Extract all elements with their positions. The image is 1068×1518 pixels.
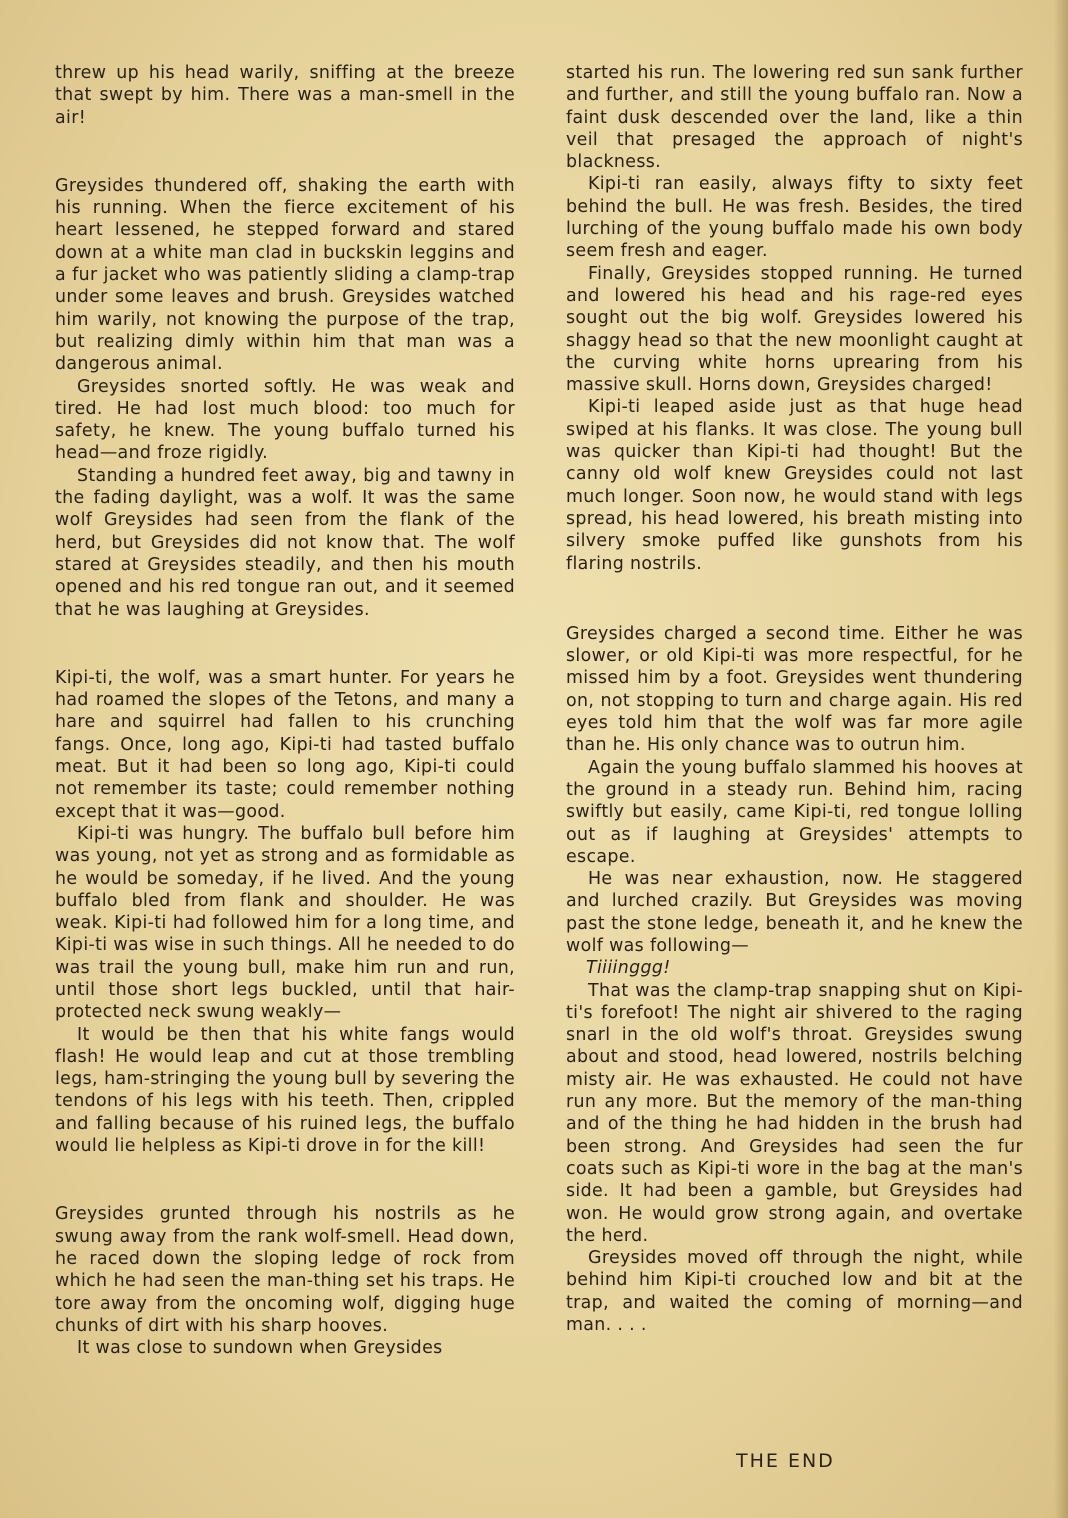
- paragraph: Again the young buffalo slammed his hooves at the ground in a steady run. Behind him, racing swiftly but easily, came Kipi-ti, red tongue lolling out as if laughing at Greysides' attempts to escape.: [566, 757, 1023, 867]
- paragraph: started his run. The lowering red sun sank further and further, and still the young buffalo ran. Now a faint dusk descended over the land, like a thin veil that presaged the approach of night's blackness.: [566, 63, 1023, 173]
- paragraph: Kipi-ti was hungry. The buffalo bull before him was young, not yet as strong and as formidable as he would be someday, if he lived. And the young buffalo bled from flank and shoulder. He was weak. Kipi-ti had followed him for a long time, and Kipi-ti was wise in such things. All he needed to do was trail the young bull, make him run and run, until those short legs buckled, until that hair-protected neck swung weakly—: [55, 823, 515, 1023]
- paragraph: He was near exhaustion, now. He staggered and lurched crazily. But Greysides was moving past the stone ledge, beneath it, and he knew the wolf was following—: [566, 869, 1023, 956]
- right-text-column: [566, 62, 1023, 1336]
- the-end-label: THE END: [736, 1450, 835, 1472]
- paragraph: Greysides charged a second time. Either he was slower, or old Kipi-ti was more respectful, for he missed him by a foot. Greysides went thundering on, not stopping to turn and charge again. His red eyes told him that the wolf was far more agile than he. His only chance was to outrun him.: [566, 623, 1023, 756]
- page-edge-shadow: [1054, 0, 1068, 1518]
- paragraph: Greysides moved off through the night, while behind him Kipi-ti crouched low and bit at the trap, and waited the coming of morning—and man. . . .: [566, 1248, 1023, 1336]
- paragraph: That was the clamp-trap snapping shut on Kipi-ti's forefoot! The night air shivered to the raging snarl in the old wolf's throat. Greysides swung about and stood, head lowered, nostrils belching misty air. He was exhausted. He could not have run any more. But the memory of the man-thing and of the thing he had hidden in the brush had been strong. And Greysides had seen the fur coats such as Kipi-ti wore in the bag at the man's side. It had been a gamble, but Greysides had won. He would grow strong again, and overtake the herd.: [566, 980, 1023, 1246]
- paragraph: threw up his head warily, sniffing at the breeze that swept by him. There was a man-smell in the air!: [55, 63, 515, 128]
- paragraph: Kipi-ti ran easily, always fifty to sixty feet behind the bull. He was fresh. Besides, the tired lurching of the young buffalo made his own body seem fresh and eager.: [566, 174, 1023, 262]
- paragraph: Kipi-ti, the wolf, was a smart hunter. For years he had roamed the slopes of the Tetons, and many a hare and squirrel had fallen to his crunching fangs. Once, long ago, Kipi-ti had tasted buffalo meat. But it had been so long ago, Kipi-ti could not remember its taste; could remember nothing except that it was—good.: [55, 667, 515, 822]
- sound-effect: Tiiiinggg!: [586, 958, 671, 979]
- paragraph: Kipi-ti leaped aside just as that huge head swiped at his flanks. It was close. The young bull was quicker than Kipi-ti had thought! But the canny old wolf knew Greysides could not last much longer. Soon now, he would stand with legs spread, his head lowered, his breath misting into silvery smoke puffed like gunshots from his flaring nostrils.: [566, 397, 1023, 574]
- paragraph: Finally, Greysides stopped running. He turned and lowered his head and his rage-red eyes sought out the big wolf. Greysides lowered his shaggy head so that the new moonlight caught at the curving white horns uprearing from his massive skull. Horns down, Greysides charged!: [566, 263, 1023, 396]
- paragraph: Greysides thundered off, shaking the earth with his running. When the fierce excitement of his heart lessened, he stepped forward and stared down at a white man clad in buckskin leggins and a fur jacket who was patiently sliding a clamp-trap under some leaves and brush. Greysides watched him warily, not knowing the purpose of the trap, but realizing dimly within him that man was a dangerous animal.: [55, 175, 515, 375]
- paragraph: It was close to sundown when Greysides: [77, 1338, 443, 1359]
- paragraph: Greysides snorted softly. He was weak and tired. He had lost much blood: too much for safety, he knew. The young buffalo turned his head—and froze rigidly.: [55, 376, 515, 464]
- paragraph: Greysides grunted through his nostrils as he swung away from the rank wolf-smell. Head down, he raced down the sloping ledge of rock from which he had seen the man-thing set his traps. He tore away from the oncoming wolf, digging huge chunks of dirt with his sharp hooves.: [55, 1204, 515, 1336]
- left-text-column: [55, 62, 515, 1359]
- paragraph: It would be then that his white fangs would flash! He would leap and cut at those trembling legs, ham-stringing the young bull by severing the tendons of his legs with his teeth. Then, crippled and falling because of his ruined legs, the buffalo would lie helpless as Kipi-ti drove in for the kill!: [55, 1024, 515, 1157]
- paragraph: Standing a hundred feet away, big and tawny in the fading daylight, was a wolf. It was the same wolf Greysides had seen from the flank of the herd, but Greysides did not know that. The wolf stared at Greysides steadily, and then his mouth opened and his red tongue ran out, and it seemed that he was laughing at Greysides.: [55, 465, 515, 620]
